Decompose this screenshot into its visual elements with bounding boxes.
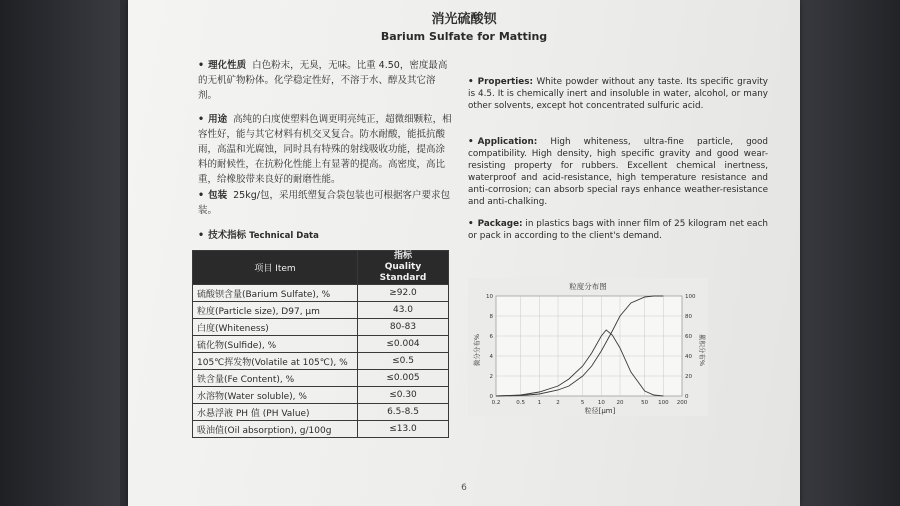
chart-grid [496,296,682,396]
x-tick-label: 50 [641,400,649,406]
y-right-tick-label: 60 [685,334,692,340]
x-tick-label: 5 [580,400,585,406]
table-row [193,404,449,421]
table-row [193,285,449,302]
bullet: • [468,77,474,87]
table-row [193,353,449,370]
desk-background-left [0,0,120,506]
y-right-tick-label: 80 [685,314,692,320]
page-number: 6 [461,483,467,493]
table-cell-value: 6.5-8.5 [358,404,449,421]
y-left-tick-label: 6 [489,334,493,340]
cn-package-label: 包装 [208,190,228,201]
table-row [193,302,449,319]
cn-tech-label: 技术指标 [208,230,247,241]
table-cell-item: 铁含量(Fe Content), % [193,370,358,387]
en-application-text: High whiteness, ultra-fine particle, good compatibility. High density, high specific gravity and good wear-resisting property for rubbers. Excellent chemical inertness, waterproof and acid-resistance, high temperature resistance and anti-corrosion; can absorb special rays enhance weather-resistance and anti-chalking. [468,137,769,207]
table-cell-value: ≤0.5 [358,353,449,370]
x-tick-label: 200 [676,400,688,406]
cn-properties-paragraph [198,58,453,103]
header-standard-cn: 指标 [393,251,412,261]
en-package-text: in plastics bags with inner film of 25 kilogram net each or pack in according to the client's demand. [468,219,768,241]
x-tick-label: 0.2 [491,400,501,406]
table-row [193,421,449,438]
x-tick-label: 100 [658,400,669,406]
en-application-label: Application: [477,137,538,147]
title-chinese: 消光硫酸钡 [431,12,497,27]
x-tick-label: 1 [537,400,542,406]
en-application-paragraph [468,136,768,208]
table-cell-value: ≤0.30 [358,387,449,404]
cn-usage-paragraph [198,112,453,187]
bullet: • [198,60,205,71]
table-cell-item: 硫酸钡含量(Barium Sulfate), % [193,285,358,302]
bullet: • [468,137,474,147]
cn-usage-label: 用途 [208,114,228,125]
chart-plot-area [496,296,682,396]
table-row [193,319,449,336]
x-tick-label: 20 [616,400,624,406]
cn-package-text: 25kg/包，采用纸塑复合袋包装也可根据客户要求包装。 [198,190,450,216]
table-cell-value: ≥92.0 [358,285,449,302]
en-properties-paragraph [468,76,768,112]
table-cell-item: 水溶物(Water soluble), % [193,387,358,404]
y-left-tick-label: 8 [489,314,493,320]
table-header-row [193,251,449,285]
table-row [193,370,449,387]
cn-tech-en-label: Technical Data [249,231,319,241]
bullet: • [198,190,205,201]
cn-usage-text: 高纯的白度使塑料色调更明亮纯正，超微细颗粒，相容性好，能与其它材料有机交叉复合。防水耐酸，能抵抗酸雨，高温和光腐蚀，同时具有特殊的射线吸收功能，提高涂料的耐候性，在抗粉化性能上有显著的提高。高密度，高比重，给橡胶带来良好的耐磨性能。 [198,114,452,185]
y-right-tick-label: 100 [685,294,696,300]
bullet: • [198,114,205,125]
y-left-tick-label: 10 [486,294,493,300]
header-standard-en: Quality Standard [379,262,427,283]
table-cell-item: 水悬浮液 PH 值 (PH Value) [193,404,358,421]
desk-background-right [790,0,900,506]
table-cell-value: 43.0 [358,302,449,319]
cn-properties-text: 白色粉末，无臭，无味。比重 4.50，密度最高的无机矿物粉体。化学稳定性好，不溶于水、醇及其它溶剂。 [198,60,448,101]
table-cell-value: ≤0.004 [358,336,449,353]
bullet: • [468,219,474,229]
y-left-tick-label: 4 [489,354,493,360]
en-package-label: Package: [477,219,523,229]
y-right-tick-label: 40 [685,354,692,360]
y-right-tick-label: 20 [685,374,692,380]
cn-properties-label: 理化性质 [208,60,247,71]
x-tick-label: 10 [597,400,605,406]
particle-size-chart [468,278,708,416]
bullet: • [198,230,205,241]
x-tick-label: 2 [556,400,560,406]
y-left-tick-label: 0 [489,394,493,400]
document-page [128,0,800,506]
table-cell-value: ≤0.005 [358,370,449,387]
chart-x-axis-label: 粒径[μm] [584,407,616,415]
table-cell-item: 白度(Whiteness) [193,319,358,336]
title-english: Barium Sulfate for Matting [380,30,548,43]
header-item: 项目 Item [193,251,358,285]
cn-tech-heading [198,228,453,244]
en-package-paragraph [468,218,768,242]
y-left-tick-label: 2 [489,374,493,380]
en-properties-text: White powder without any taste. Its specific gravity is 4.5. It is chemically inert and insoluble in water, alcohol, or many other solvents, except hot concentrated sulfuric acid. [468,77,769,111]
table-cell-value: 80-83 [358,319,449,336]
chart-y-axis-left-label: 微分分布% [473,333,481,367]
technical-data-table [192,250,449,438]
table-cell-item: 吸油值(Oil absorption), g/100g [193,421,358,438]
table-cell-item: 105℃挥发物(Volatile at 105℃), % [193,353,358,370]
table-row [193,336,449,353]
table-row [193,387,449,404]
header-standard [358,251,449,285]
table-cell-item: 粒度(Particle size), D97, μm [193,302,358,319]
y-right-tick-label: 0 [685,394,689,400]
en-properties-label: Properties: [477,77,533,87]
chart-title: 粒度分布图 [569,282,607,291]
chart-y-axis-right-label: 累积分布% [698,333,706,367]
cn-package-paragraph [198,188,453,218]
x-tick-label: 0.5 [516,400,526,406]
table-cell-value: ≤13.0 [358,421,449,438]
table-cell-item: 硫化物(Sulfide), % [193,336,358,353]
